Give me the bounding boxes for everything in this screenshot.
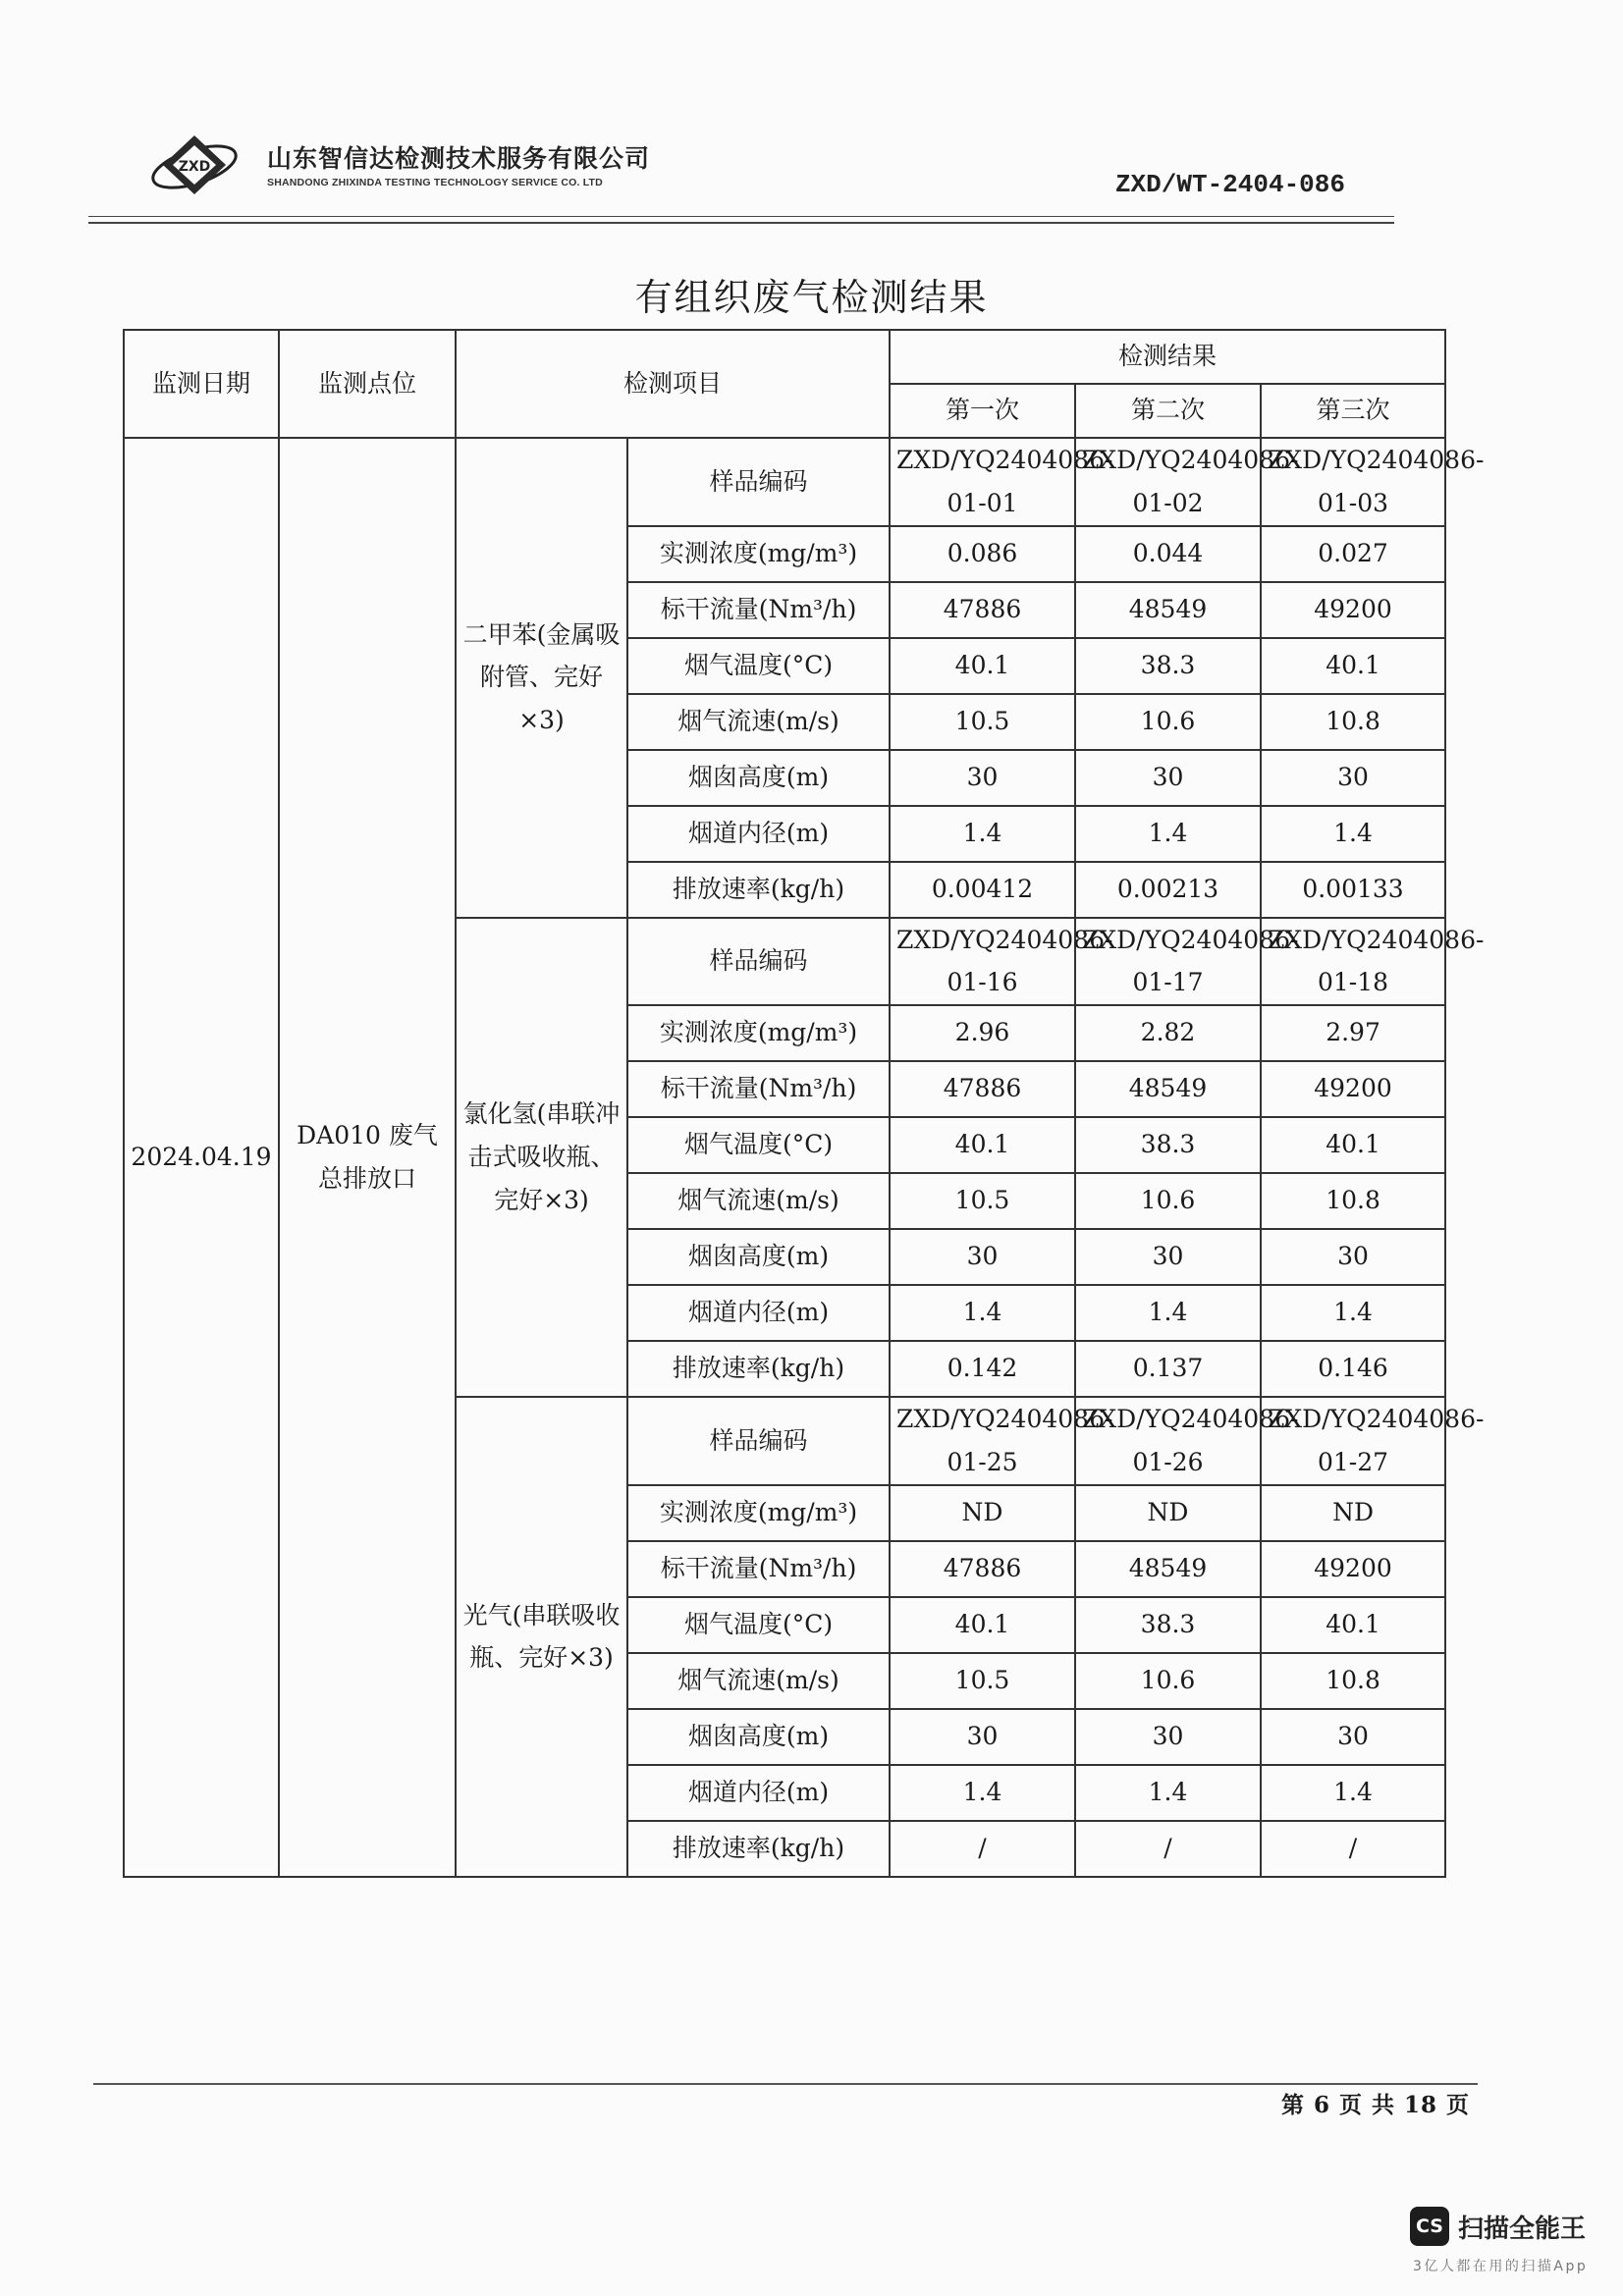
param-label: 样品编码 xyxy=(627,918,890,1006)
result-value: 30 xyxy=(890,1709,1075,1765)
sample-code: ZXD/YQ2404086-01-16 xyxy=(890,918,1075,1006)
sample-code: ZXD/YQ2404086-01-02 xyxy=(1075,438,1261,526)
result-value: 48549 xyxy=(1075,1541,1261,1597)
result-value: 10.8 xyxy=(1261,694,1445,750)
header-second: 第二次 xyxy=(1075,384,1261,438)
result-value: 30 xyxy=(1261,750,1445,806)
sample-code: ZXD/YQ2404086-01-01 xyxy=(890,438,1075,526)
sample-code: ZXD/YQ2404086-01-17 xyxy=(1075,918,1261,1006)
result-value: 0.00412 xyxy=(890,862,1075,918)
param-label: 烟囱高度(m) xyxy=(627,1709,890,1765)
result-value: 30 xyxy=(1075,750,1261,806)
table-row xyxy=(124,438,1445,526)
result-value: 49200 xyxy=(1261,1541,1445,1597)
result-value: 0.00213 xyxy=(1075,862,1261,918)
header-results: 检测结果 xyxy=(890,330,1445,384)
logo-text: ZXD xyxy=(178,159,211,175)
param-label: 实测浓度(mg/m³) xyxy=(627,1005,890,1061)
param-label: 烟囱高度(m) xyxy=(627,1229,890,1285)
result-value: 2.82 xyxy=(1075,1005,1261,1061)
test-item: 二甲苯(金属吸附管、完好×3) xyxy=(456,438,627,918)
result-value: / xyxy=(1075,1821,1261,1877)
header-item: 检测项目 xyxy=(456,330,890,438)
result-value: 47886 xyxy=(890,1541,1075,1597)
param-label: 烟气温度(°C) xyxy=(627,638,890,694)
param-label: 标干流量(Nm³/h) xyxy=(627,1541,890,1597)
result-value: 1.4 xyxy=(890,806,1075,862)
result-value: 10.5 xyxy=(890,1653,1075,1709)
result-value: ND xyxy=(1261,1485,1445,1541)
header-point: 监测点位 xyxy=(279,330,456,438)
page-number: 第 6 页 共 18 页 xyxy=(1281,2092,1471,2118)
result-value: 30 xyxy=(1261,1229,1445,1285)
result-value: 0.044 xyxy=(1075,526,1261,582)
param-label: 烟气流速(m/s) xyxy=(627,1173,890,1229)
param-label: 烟道内径(m) xyxy=(627,806,890,862)
result-value: 1.4 xyxy=(890,1765,1075,1821)
watermark-tagline: 3亿人都在用的扫描App xyxy=(1413,2259,1589,2274)
result-value: 10.5 xyxy=(890,694,1075,750)
header-date: 监测日期 xyxy=(124,330,279,438)
param-label: 标干流量(Nm³/h) xyxy=(627,582,890,638)
result-value: 1.4 xyxy=(1261,806,1445,862)
result-value: 0.137 xyxy=(1075,1341,1261,1397)
result-value: 40.1 xyxy=(890,1597,1075,1653)
result-value: 0.086 xyxy=(890,526,1075,582)
sample-code: ZXD/YQ2404086-01-18 xyxy=(1261,918,1445,1006)
result-value: 48549 xyxy=(1075,582,1261,638)
result-value: 40.1 xyxy=(1261,638,1445,694)
result-value: 10.8 xyxy=(1261,1173,1445,1229)
result-value: 2.96 xyxy=(890,1005,1075,1061)
header-third: 第三次 xyxy=(1261,384,1445,438)
param-label: 样品编码 xyxy=(627,1397,890,1485)
monitor-date: 2024.04.19 xyxy=(124,438,279,1877)
result-value: 49200 xyxy=(1261,1061,1445,1117)
param-label: 烟道内径(m) xyxy=(627,1765,890,1821)
result-value: 10.8 xyxy=(1261,1653,1445,1709)
param-label: 排放速率(kg/h) xyxy=(627,1821,890,1877)
sample-code: ZXD/YQ2404086-01-03 xyxy=(1261,438,1445,526)
sample-code: ZXD/YQ2404086-01-26 xyxy=(1075,1397,1261,1485)
result-value: 47886 xyxy=(890,1061,1075,1117)
scanner-watermark xyxy=(1399,2207,1610,2280)
param-label: 标干流量(Nm³/h) xyxy=(627,1061,890,1117)
result-value: 30 xyxy=(1075,1229,1261,1285)
param-label: 排放速率(kg/h) xyxy=(627,862,890,918)
result-value: 40.1 xyxy=(890,638,1075,694)
header-divider xyxy=(88,216,1394,217)
document-number: ZXD/WT-2404-086 xyxy=(1114,170,1345,199)
result-value: 1.4 xyxy=(1261,1765,1445,1821)
camscanner-icon: CS xyxy=(1410,2207,1449,2246)
param-label: 烟气流速(m/s) xyxy=(627,694,890,750)
sample-code: ZXD/YQ2404086-01-27 xyxy=(1261,1397,1445,1485)
result-value: 1.4 xyxy=(1075,1765,1261,1821)
test-item: 氯化氢(串联冲击式吸收瓶、完好×3) xyxy=(456,918,627,1398)
result-value: 1.4 xyxy=(890,1285,1075,1341)
header-first: 第一次 xyxy=(890,384,1075,438)
sample-code: ZXD/YQ2404086-01-25 xyxy=(890,1397,1075,1485)
result-value: 10.5 xyxy=(890,1173,1075,1229)
test-item: 光气(串联吸收瓶、完好×3) xyxy=(456,1397,627,1877)
param-label: 排放速率(kg/h) xyxy=(627,1341,890,1397)
param-label: 实测浓度(mg/m³) xyxy=(627,1485,890,1541)
result-value: 38.3 xyxy=(1075,1597,1261,1653)
param-label: 烟囱高度(m) xyxy=(627,750,890,806)
param-label: 实测浓度(mg/m³) xyxy=(627,526,890,582)
param-label: 样品编码 xyxy=(627,438,890,526)
result-value: ND xyxy=(1075,1485,1261,1541)
result-value: 38.3 xyxy=(1075,1117,1261,1173)
footer-divider xyxy=(93,2083,1478,2085)
result-value: 1.4 xyxy=(1075,1285,1261,1341)
company-name-en: SHANDONG ZHIXINDA TESTING TECHNOLOGY SERVICE CO. LTD xyxy=(267,177,603,188)
page-header xyxy=(147,126,1394,214)
result-value: / xyxy=(1261,1821,1445,1877)
result-value: 10.6 xyxy=(1075,1653,1261,1709)
result-value: 49200 xyxy=(1261,582,1445,638)
watermark-name: 扫描全能王 xyxy=(1458,2215,1587,2244)
result-value: 30 xyxy=(890,1229,1075,1285)
result-value: 40.1 xyxy=(1261,1117,1445,1173)
header-divider-thick xyxy=(88,222,1394,224)
result-value: 0.027 xyxy=(1261,526,1445,582)
result-value: 30 xyxy=(890,750,1075,806)
result-value: 40.1 xyxy=(890,1117,1075,1173)
page-title: 有组织废气检测结果 xyxy=(634,276,989,319)
param-label: 烟气流速(m/s) xyxy=(627,1653,890,1709)
result-value: 0.00133 xyxy=(1261,862,1445,918)
result-value: 30 xyxy=(1075,1709,1261,1765)
monitor-point: DA010 废气总排放口 xyxy=(279,438,456,1877)
result-value: 1.4 xyxy=(1261,1285,1445,1341)
result-value: ND xyxy=(890,1485,1075,1541)
param-label: 烟道内径(m) xyxy=(627,1285,890,1341)
result-value: 1.4 xyxy=(1075,806,1261,862)
result-value: 38.3 xyxy=(1075,638,1261,694)
result-value: 0.146 xyxy=(1261,1341,1445,1397)
result-value: 48549 xyxy=(1075,1061,1261,1117)
result-value: 10.6 xyxy=(1075,694,1261,750)
result-value: 47886 xyxy=(890,582,1075,638)
param-label: 烟气温度(°C) xyxy=(627,1597,890,1653)
result-value: 2.97 xyxy=(1261,1005,1445,1061)
result-value: 0.142 xyxy=(890,1341,1075,1397)
company-logo xyxy=(147,126,245,204)
company-name-cn: 山东智信达检测技术服务有限公司 xyxy=(267,144,651,173)
results-table xyxy=(123,329,1485,1878)
param-label: 烟气温度(°C) xyxy=(627,1117,890,1173)
result-value: / xyxy=(890,1821,1075,1877)
result-value: 10.6 xyxy=(1075,1173,1261,1229)
result-value: 30 xyxy=(1261,1709,1445,1765)
result-value: 40.1 xyxy=(1261,1597,1445,1653)
